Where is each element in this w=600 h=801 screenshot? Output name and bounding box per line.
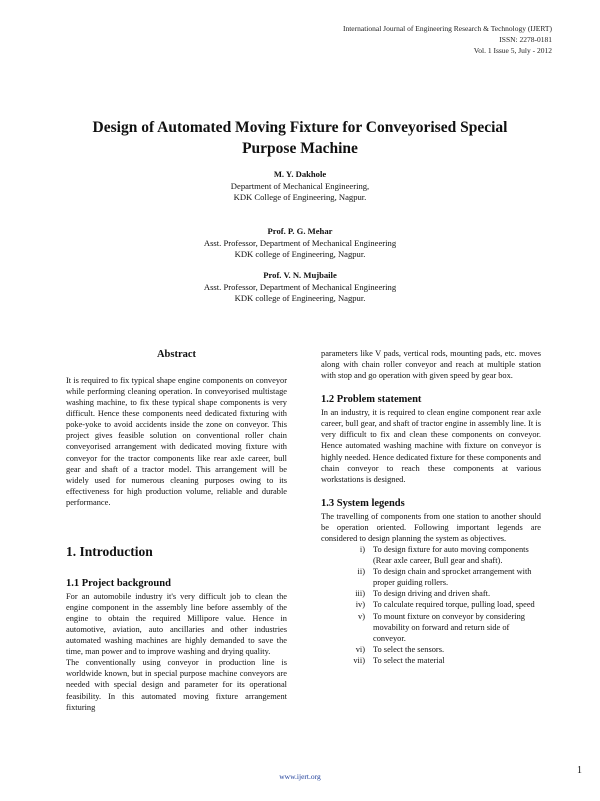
page-number: 1 [577,765,582,776]
abstract-heading: Abstract [156,349,197,360]
journal-header [343,24,552,57]
paper-title [60,118,540,160]
introduction-heading: 1. Introduction [66,544,153,559]
list-item-number: iv) [355,600,365,610]
author-block-1 [60,169,540,204]
list-item-number: vi) [355,644,365,654]
list-item-number: i) [359,544,365,554]
project-background-paragraph: For an automobile industry it's very difficult job to clean the engine component in the assembly line before assembly of the engine to obtain the required Millipore value. Hence in automotive, aviation, auto ancillaries and other industries automated washing machines are highly demanded to save the time, man power and to improve washing and drying quality. [66,591,287,657]
project-background-heading: 1.1 Project background [66,577,171,589]
list-item-number: ii) [357,567,365,577]
footer-url[interactable]: www.ijert.org [279,772,321,781]
list-item [321,655,541,666]
author-affiliation: Asst. Professor, Department of Mechanical Engineering [203,237,397,248]
list-item-text: To select the material [373,655,445,665]
list-item-text: To select the sensors. [373,644,445,654]
paper-title-line-2: Purpose Machine [242,139,358,157]
introduction-section [66,543,287,713]
problem-statement-text: In an industry, it is required to clean engine component rear axle career, bull gear, and shaft of tractor engine in assembly line. It is very difficult to fix and clean these components on conveyor. Hence automated washing machine with fixture on conveyor is highly needed. Hence dedicated fixture for these components and chain conveyor to reach these components at various workstations is designed. [321,408,541,484]
system-legends-heading: 1.3 System legends [321,497,405,509]
list-item [321,599,541,610]
journal-volume: Vol. 1 Issue 5, July - 2012 [473,45,552,55]
author-name: Prof. V. N. Mujbaile [263,270,337,280]
project-background-continuation: parameters like V pads, vertical rods, mounting pads, etc. moves along with chain roller conveyor and reach at multiple station with stop and go operation with given speed by gear box. [321,349,541,381]
list-item-number: iii) [355,589,365,599]
system-legends-intro: The travelling of components from one station to another should be operation oriented. Following important legends are considered to design planning the system as objectives. [321,511,541,543]
abstract-section [66,348,287,508]
author-block-3 [60,270,540,305]
author-affiliation: Asst. Professor, Department of Mechanical Engineering [203,281,397,292]
list-item-text: To calculate required torque, pulling load, speed [373,600,535,610]
list-item [321,566,541,588]
list-item [321,611,541,644]
objectives-list [321,544,541,666]
project-background-paragraph: The conventionally using conveyor in production line is worldwide known, but in special purpose machine conveyors are needed with special design and parameter for its operational feasibility. In this automated moving fixture arrangement fixturing [66,658,287,712]
list-item-text: To mount fixture on conveyor by considering movability on forward and return side of conveyor. [373,611,525,643]
journal-issn: ISSN: 2278-0181 [499,34,552,44]
problem-statement-heading: 1.2 Problem statement [321,394,422,406]
list-item-text: To design chain and sprocket arrangement with proper guiding rollers. [373,567,532,588]
paper-title-line-1: Design of Automated Moving Fixture for Conveyorised Special [92,119,508,136]
author-name: M. Y. Dakhole [273,169,327,179]
list-item [321,644,541,655]
list-item-text: To design fixture for auto moving components (Rear axle career, Bull gear and shaft). [373,544,529,566]
author-affiliation: KDK college of Engineering, Nagpur. [234,249,366,260]
author-block-2 [60,226,540,261]
list-item-number: vii) [353,655,365,665]
list-item [321,544,541,566]
author-affiliation: Department of Mechanical Engineering, [230,180,370,191]
journal-name: International Journal of Engineering Research & Technology (IJERT) [342,24,552,33]
list-item-number: v) [358,611,365,621]
author-name: Prof. P. G. Mehar [267,226,333,236]
author-affiliation: KDK College of Engineering, Nagpur. [233,192,367,203]
list-item-text: To design driving and driven shaft. [373,589,491,599]
author-affiliation: KDK college of Engineering, Nagpur. [234,293,366,304]
abstract-text: It is required to fix typical shape engine components on conveyor while performing cleaning operation. In conveyorised multistage washing machine, to fix these typical shape components is very difficult. Hence these components need dedicated fixturing with poke-yoke to avoid accidents inside the zone on conveyor. This project gives feasible solution on conventional roller chain conveyorised arrangement with dedicated moving fixture with conveyor for the tractor components like rear axle career, bull gear and shaft of a tractor model. This arrangement will be widely used for numerous cleaning purposes owing to its effectiveness for high production volume, reliable and durable performance. [66,375,287,507]
list-item [321,588,541,599]
right-column [321,348,541,666]
